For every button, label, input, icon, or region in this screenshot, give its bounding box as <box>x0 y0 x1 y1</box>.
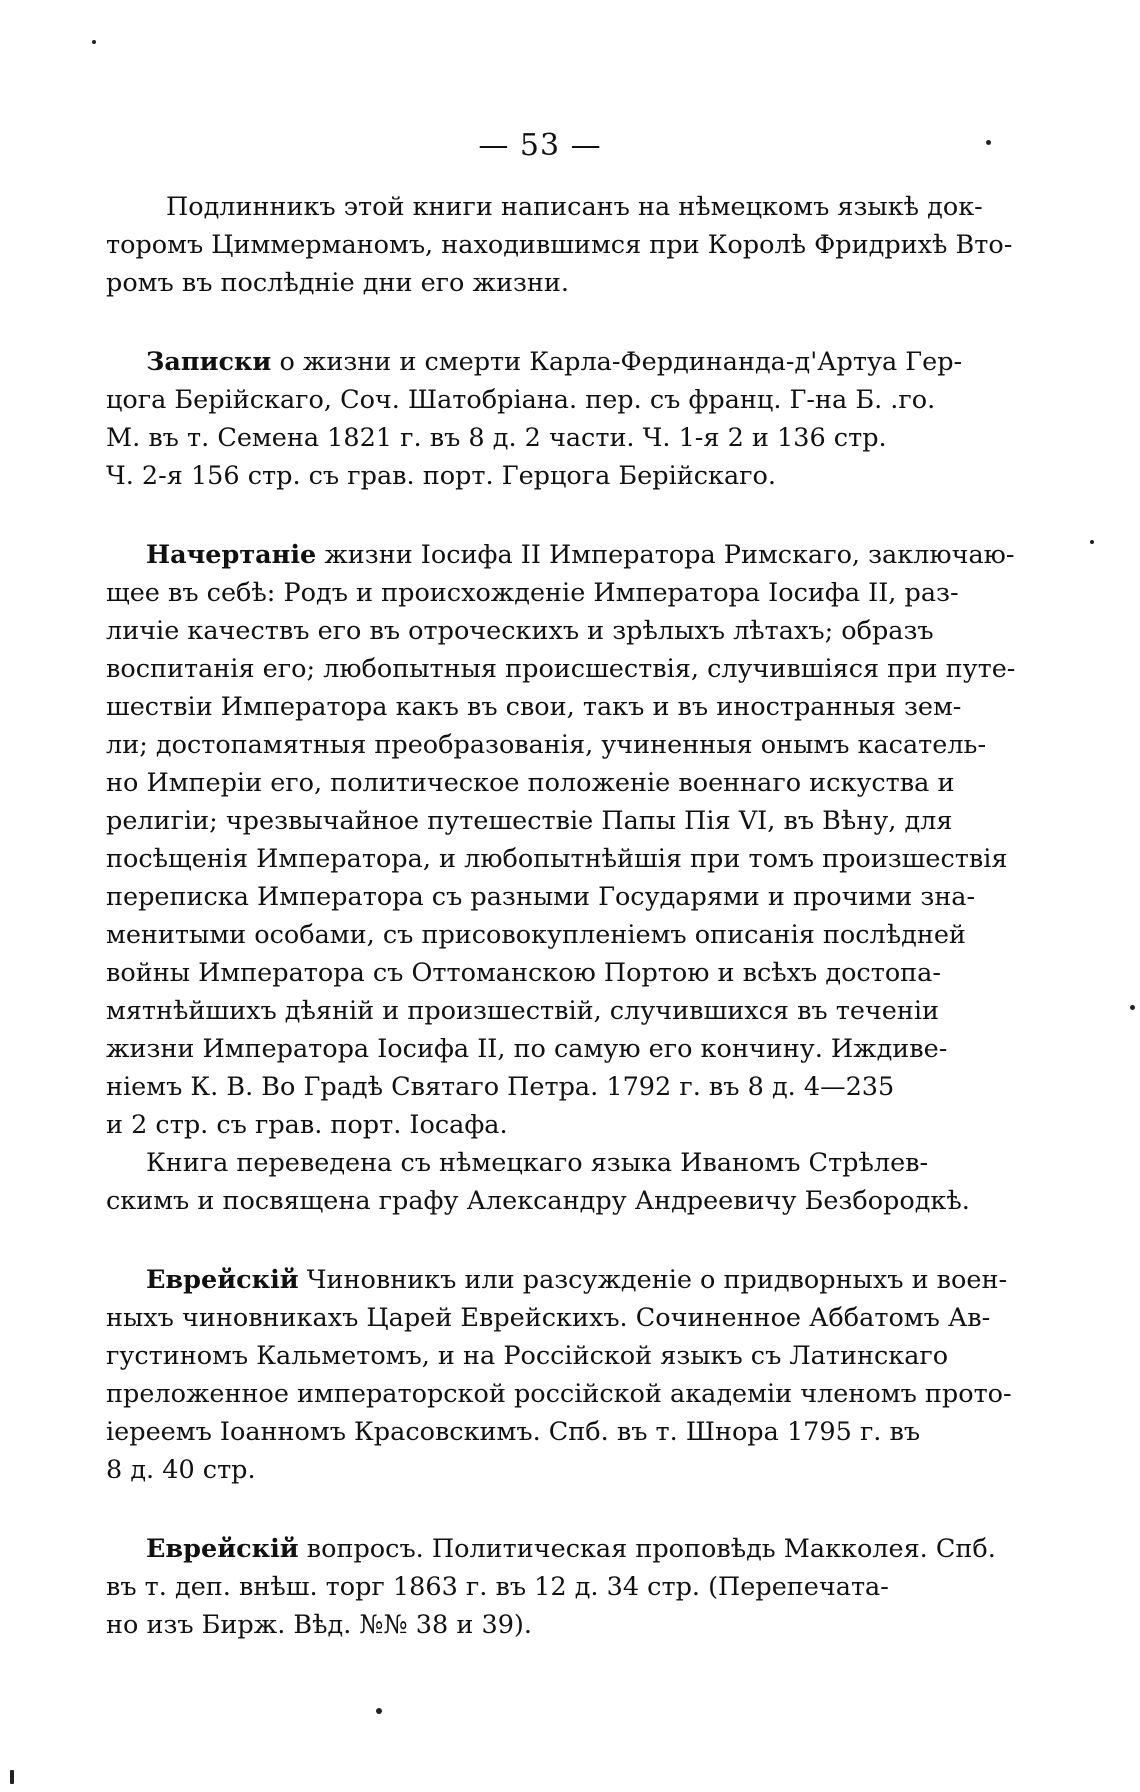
text-line: Начертаніе жизни Іосифа II Императора Римскаго, заключаю- <box>146 540 1015 570</box>
scan-speck <box>10 1770 14 1784</box>
text-line: личіе качествъ его въ отроческихъ и зрѣлыхъ лѣтахъ; образъ <box>106 616 934 646</box>
entry-heading: Еврейскій <box>146 1265 299 1295</box>
text-line: Подлинникъ этой книги написанъ на нѣмецкомъ языкѣ док- <box>166 192 983 222</box>
text-line: цога Берійскаго, Соч. Шатобріана. пер. съ франц. Г-на Б. .го. <box>106 385 936 415</box>
text-line: шествіи Императора какъ въ свои, такъ и въ иностранныя зем- <box>106 692 962 722</box>
text-line: 8 д. 40 стр. <box>106 1455 256 1485</box>
text-line: и 2 стр. съ грав. порт. Іосафа. <box>106 1110 508 1140</box>
text-line: мятнѣйшихъ дѣяній и произшествій, случившихся въ теченіи <box>106 996 940 1026</box>
text-line: менитыми особами, съ присовокупленіемъ описанія послѣдней <box>106 920 966 950</box>
entry-original-note <box>0 188 1140 302</box>
entry-heading: Записки <box>146 347 272 377</box>
scan-speck <box>1130 1005 1135 1010</box>
entry-heading: Еврейскій <box>146 1534 299 1564</box>
scan-speck <box>92 40 96 44</box>
text-line: Еврейскій Чиновникъ или разсужденіе о придворныхъ и воен- <box>146 1265 1008 1295</box>
text-line: посѣщенія Императора, и любопытнѣйшія при томъ произшествія <box>106 844 1008 874</box>
entry-evreiskii-vopros <box>0 1530 1140 1644</box>
text-line: торомъ Циммерманомъ, находившимся при Королѣ Фридрихѣ Вто- <box>106 230 1013 260</box>
text-line: скимъ и посвящена графу Александру Андреевичу Безбородкѣ. <box>106 1186 970 1216</box>
text-line: іереемъ Іоанномъ Красовскимъ. Спб. въ т. Шнора 1795 г. въ <box>106 1417 921 1447</box>
text-line: жизни Императора Іосифа II, по самую его кончину. Иждиве- <box>106 1034 948 1064</box>
text-line: воспитанія его; любопытныя происшествія, случившіяся при путе- <box>106 654 1016 684</box>
scan-speck <box>1090 540 1094 544</box>
text-line: густиномъ Кальметомъ, и на Россійской языкъ съ Латинскаго <box>106 1341 949 1371</box>
entry-nachertanie <box>0 536 1140 1220</box>
text-line: Еврейскій вопросъ. Политическая проповѣдь Макколея. Спб. <box>146 1534 996 1564</box>
scan-speck <box>376 1708 382 1714</box>
text-line: ромъ въ послѣдніе дни его жизни. <box>106 268 569 298</box>
text-line: религіи; чрезвычайное путешествіе Папы Пія VI, въ Вѣну, для <box>106 806 953 836</box>
text-line: Книга переведена съ нѣмецкаго языка Иваномъ Стрѣлев- <box>146 1148 929 1178</box>
page-number: — 53 — <box>478 128 602 163</box>
text-line: Ч. 2-я 156 стр. съ грав. порт. Герцога Берійскаго. <box>106 461 776 491</box>
text-line: ніемъ К. В. Во Градѣ Святаго Петра. 1792 г. въ 8 д. 4—235 <box>106 1072 895 1102</box>
entry-heading: Начертаніе <box>146 540 317 570</box>
entry-evreiskii-chinovnik <box>0 1261 1140 1489</box>
text-line: М. въ т. Семена 1821 г. въ 8 д. 2 части. Ч. 1-я 2 и 136 стр. <box>106 423 887 453</box>
text-line: ли; достопамятныя преобразованія, учиненныя онымъ касатель- <box>106 730 987 760</box>
text-line: преложенное императорской россійской академіи членомъ прото- <box>106 1379 1012 1409</box>
text-line: переписка Императора съ разными Государями и прочими зна- <box>106 882 976 912</box>
page-text <box>0 188 1140 1644</box>
entry-zapiski <box>0 343 1140 495</box>
text-line: ныхъ чиновникахъ Царей Еврейскихъ. Сочиненное Аббатомъ Ав- <box>106 1303 991 1333</box>
scan-speck <box>986 140 991 145</box>
text-line: но изъ Бирж. Вѣд. №№ 38 и 39). <box>106 1610 532 1640</box>
text-line: но Имперіи его, политическое положеніе военнаго искуства и <box>106 768 955 798</box>
text-line: въ т. деп. внѣш. торг 1863 г. въ 12 д. 34 стр. (Перепечата- <box>106 1572 889 1602</box>
text-line: войны Императора съ Оттоманскою Портою и всѣхъ достопа- <box>106 958 941 988</box>
text-line: Записки о жизни и смерти Карла-Фердинанда-д'Артуа Гер- <box>146 347 963 377</box>
text-line: щее въ себѣ: Родъ и происхожденіе Императора Іосифа II, раз- <box>106 578 959 608</box>
